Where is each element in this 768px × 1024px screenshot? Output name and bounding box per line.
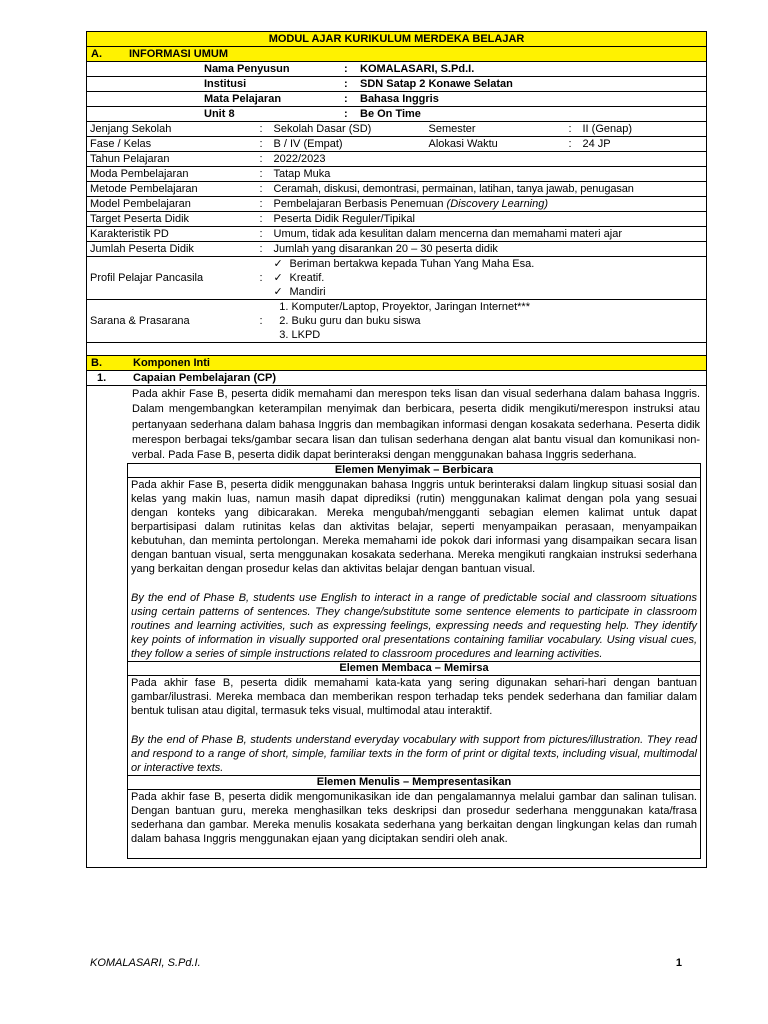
element-title: Elemen Membaca – Memirsa xyxy=(128,662,701,676)
info-label: Metode Pembelajaran xyxy=(87,182,257,197)
element-title: Elemen Menyimak – Berbicara xyxy=(128,464,701,478)
header-value: KOMALASARI, S.Pd.I. xyxy=(360,63,475,75)
header-value: SDN Satap 2 Konawe Selatan xyxy=(360,78,513,90)
header-label: Institusi xyxy=(204,78,247,90)
header-sep: : xyxy=(344,63,348,75)
model-italic: (Discovery Learning) xyxy=(446,198,549,210)
info-sep-2: : xyxy=(566,122,580,137)
info-row xyxy=(87,167,707,182)
info-label: Moda Pembelajaran xyxy=(87,167,257,182)
info-sep-2: : xyxy=(566,137,580,152)
header-row xyxy=(87,62,707,77)
info-value: Umum, tidak ada kesulitan dalam mencerna dan memahami materi ajar xyxy=(271,227,707,242)
profil-item: ✓ Mandiri xyxy=(274,285,704,299)
info-value: Ceramah, diskusi, demontrasi, permainan, latihan, tanya jawab, penugasan xyxy=(271,182,707,197)
info-row xyxy=(87,227,707,242)
cp-label: Capaian Pembelajaran (CP) xyxy=(133,372,277,384)
section-b-row xyxy=(87,356,707,371)
info-value-2: II (Genap) xyxy=(580,122,707,137)
info-label: Jumlah Peserta Didik xyxy=(87,242,257,257)
element-text-en: By the end of Phase B, students use English to interact in a range of predictable social and classroom situations using certain patterns of sentences. They change/substitute some sentence elements to participate in classroom routines and learning activities, such as expressing feelings, expressing needs and requesting help. They identify key points of information in visually supported oral presentations containing familiar vocabulary. Using visual cues, they follow a series of simple instructions related to classroom procedures and learning activities. xyxy=(131,592,697,661)
title-row xyxy=(87,32,707,47)
module-table xyxy=(86,31,707,868)
page-footer xyxy=(90,957,682,969)
profil-label: Profil Pelajar Pancasila xyxy=(87,257,257,300)
header-value: Be On Time xyxy=(360,108,421,120)
header-label: Mata Pelajaran xyxy=(204,93,282,105)
info-label-2: Semester xyxy=(426,122,566,137)
section-a-label: INFORMASI UMUM xyxy=(129,48,228,60)
cp-elements-table xyxy=(127,463,701,859)
element-body xyxy=(128,676,701,776)
cp-heading-row xyxy=(87,371,707,386)
element-body xyxy=(128,478,701,662)
info-label: Fase / Kelas xyxy=(87,137,257,152)
model-plain: Pembelajaran Berbasis Penemuan xyxy=(273,198,447,210)
header-row xyxy=(87,77,707,92)
spacer-row xyxy=(87,343,707,356)
sarana-item: 3. LKPD xyxy=(292,328,704,342)
info-row xyxy=(87,137,707,152)
info-row xyxy=(87,197,707,212)
profil-item: ✓ Beriman bertakwa kepada Tuhan Yang Maha Esa. xyxy=(274,257,704,271)
sarana-label: Sarana & Prasarana xyxy=(87,300,257,343)
info-sep: : xyxy=(257,197,271,212)
info-value xyxy=(271,197,707,212)
info-label-2: Alokasi Waktu xyxy=(426,137,566,152)
info-sep: : xyxy=(257,242,271,257)
section-b-letter: B. xyxy=(91,357,102,369)
header-value: Bahasa Inggris xyxy=(360,93,439,105)
document-title: MODUL AJAR KURIKULUM MERDEKA BELAJAR xyxy=(87,32,707,47)
cp-body-row xyxy=(87,386,707,868)
info-label: Target Peserta Didik xyxy=(87,212,257,227)
checkmark-icon xyxy=(274,272,290,284)
section-a-letter: A. xyxy=(91,48,102,60)
checkmark-icon xyxy=(274,258,290,270)
info-label: Karakteristik PD xyxy=(87,227,257,242)
checkmark-icon xyxy=(274,286,290,298)
info-sep: : xyxy=(257,152,271,167)
info-value-2: 24 JP xyxy=(580,137,707,152)
sarana-list xyxy=(271,300,707,343)
header-label: Unit 8 xyxy=(204,108,235,120)
profil-sep: : xyxy=(257,257,271,300)
sarana-item: 2. Buku guru dan buku siswa xyxy=(292,314,704,328)
info-value: Tatap Muka xyxy=(271,167,707,182)
info-label: Tahun Pelajaran xyxy=(87,152,257,167)
cp-number: 1. xyxy=(97,372,107,384)
info-sep: : xyxy=(257,227,271,242)
page-number: 1 xyxy=(675,957,682,969)
info-value: Jumlah yang disarankan 20 – 30 peserta didik xyxy=(271,242,707,257)
info-value: B / IV (Empat) xyxy=(271,137,426,152)
header-sep: : xyxy=(344,93,348,105)
header-sep: : xyxy=(344,78,348,90)
footer-author: KOMALASARI, S.Pd.I. xyxy=(90,957,201,969)
info-sep: : xyxy=(257,212,271,227)
info-row xyxy=(87,242,707,257)
document-page xyxy=(86,31,706,868)
info-value: Sekolah Dasar (SD) xyxy=(271,122,426,137)
info-row xyxy=(87,182,707,197)
info-sep: : xyxy=(257,137,271,152)
element-text-id: Pada akhir fase B, peserta didik mengomunikasikan ide dan pengalamannya melalui gambar dan salinan tulisan. Dengan bantuan guru, mereka menghasilkan teks deskripsi dan prosedur sederhana menggunakan kata/frasa sederhana dan gambar. Mereka menulis kosakata sederhana yang berkaitan dengan lingkungan kelas dan rumah dalam bahasa Inggris menggunakan ejaan yang diciptakan sendiri oleh anak. xyxy=(131,791,697,846)
sarana-row xyxy=(87,300,707,343)
sarana-item: 1. Komputer/Laptop, Proyektor, Jaringan Internet*** xyxy=(292,300,704,314)
info-row xyxy=(87,212,707,227)
profil-row xyxy=(87,257,707,300)
element-text-id: Pada akhir Fase B, peserta didik menggunakan bahasa Inggris untuk berinteraksi dalam lingkup situasi sosial dan kelas yang makin luas, namun masih dapat diprediksi (rutin) menggunakan kalimat dengan pola yang sesuai dengan konteks yang dibicarakan. Mereka mengubah/mengganti sebagian elemen kalimat untuk dapat berpartisipasi dalam rutinitas kelas dan aktivitas belajar, seperti menyampaikan perasaan, menyampaikan kebutuhan, dan meminta pertolongan. Mereka memahami ide pokok dari informasi yang disampaikan secara lisan dengan bantuan visual, serta menggunakan kosakata sederhana. Mereka mengikuti rangkaian instruksi sederhana yang berkaitan dengan prosedur kelas dan aktivitas belajar dengan bantuan visual. xyxy=(131,479,697,576)
header-row xyxy=(87,107,707,122)
info-row xyxy=(87,152,707,167)
section-b-label: Komponen Inti xyxy=(133,357,210,369)
info-label: Jenjang Sekolah xyxy=(87,122,257,137)
element-body xyxy=(128,790,701,859)
header-row xyxy=(87,92,707,107)
profil-item: ✓ Kreatif. xyxy=(274,271,704,285)
info-sep: : xyxy=(257,167,271,182)
info-row xyxy=(87,122,707,137)
header-label: Nama Penyusun xyxy=(204,63,290,75)
element-text-en: By the end of Phase B, students understand everyday vocabulary with support from pictures/illustration. They read and respond to a range of short, simple, familiar texts in the form of print or digital texts, including visual, multimodal or interactive texts. xyxy=(131,734,697,775)
info-label: Model Pembelajaran xyxy=(87,197,257,212)
header-sep: : xyxy=(344,108,348,120)
section-a-row xyxy=(87,47,707,62)
element-text-id: Pada akhir fase B, peserta didik memahami kata-kata yang sering digunakan sehari-hari dengan bantuan gambar/ilustrasi. Mereka membaca dan memberikan respon terhadap teks pendek sederhana dan familiar dalam bentuk tulisan atau digital, termasuk teks visual, multimodal atau interaktif. xyxy=(131,677,697,718)
cp-intro: Pada akhir Fase B, peserta didik memahami dan merespon teks lisan dan visual sederhana dalam bahasa Inggris. Dalam mengembangkan keterampilan menyimak dan berbicara, peserta didik mengikuti/merespon instruksi atau pertanyaan sederhana dalam bahasa Inggris dan membagikan informasi dengan kosakata sederhana. Peserta didik merespon berbagai teks/gambar secara lisan dan tulisan sederhana dengan alat bantu visual dan komunikasi non-verbal. Pada Fase B, peserta didik dapat berinteraksi dengan menggunakan bahasa Inggris sederhana. xyxy=(132,388,701,462)
info-value: Peserta Didik Reguler/Tipikal xyxy=(271,212,707,227)
info-value: 2022/2023 xyxy=(271,152,707,167)
element-title: Elemen Menulis – Mempresentasikan xyxy=(128,776,701,790)
profil-list xyxy=(271,257,707,300)
info-sep: : xyxy=(257,122,271,137)
info-sep: : xyxy=(257,182,271,197)
sarana-sep: : xyxy=(257,300,271,343)
